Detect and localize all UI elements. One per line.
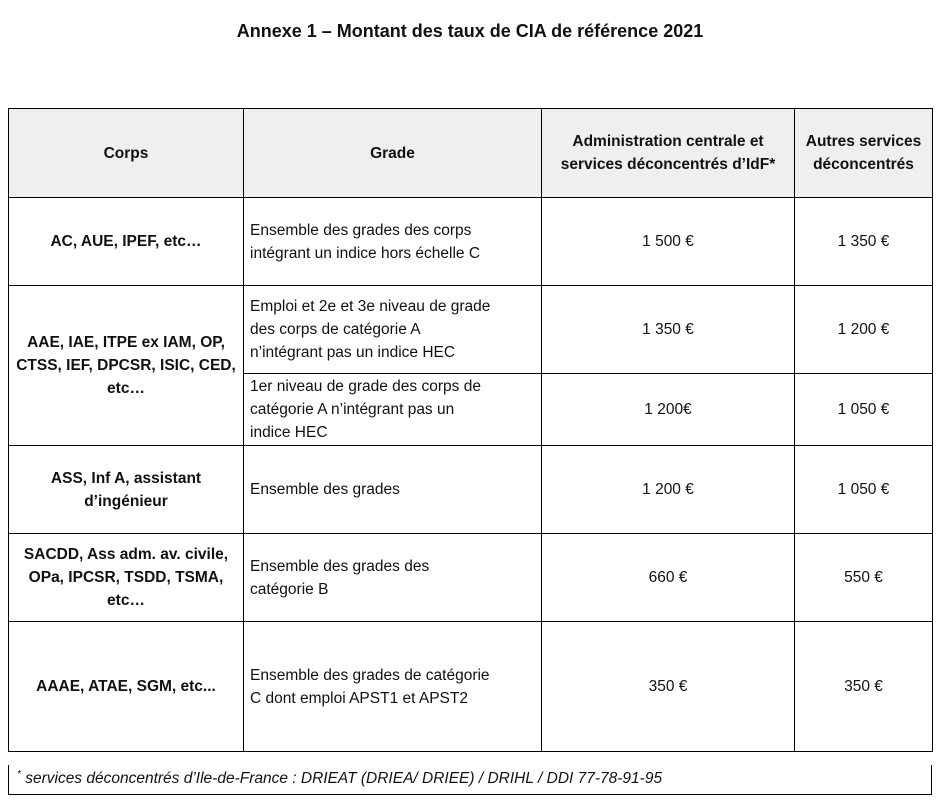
corps-cell — [9, 198, 244, 286]
grade-cell — [244, 374, 542, 446]
corps-line: AAE, IAE, ITPE ex IAM, OP, — [27, 334, 225, 351]
cia-rates-table — [8, 108, 933, 752]
autres-value: 1 050 € — [795, 374, 933, 446]
autres-value: 1 200 € — [795, 286, 933, 374]
admin-value: 660 € — [542, 534, 795, 622]
table-row — [9, 198, 933, 286]
grade-line: indice HEC — [250, 424, 328, 441]
footnote-mark: * — [17, 769, 21, 780]
corps-line: etc… — [107, 380, 145, 397]
header-corps: Corps — [9, 109, 244, 198]
admin-value: 1 200€ — [542, 374, 795, 446]
corps-line: AC, AUE, IPEF, etc… — [50, 233, 202, 250]
grade-line: Emploi et 2e et 3e niveau de grade — [250, 298, 491, 315]
corps-cell — [9, 286, 244, 446]
grade-cell — [244, 622, 542, 752]
grade-line: catégorie A n’intégrant pas un — [250, 401, 455, 418]
grade-line: Ensemble des grades de catégorie — [250, 666, 490, 684]
admin-value: 1 200 € — [542, 446, 795, 534]
corps-line: ASS, Inf A, assistant — [50, 469, 202, 487]
header-autres-services — [795, 109, 933, 198]
corps-line: SACDD, Ass adm. av. civile, — [23, 546, 229, 563]
admin-value: 1 500 € — [542, 198, 795, 286]
grade-line: C dont emploi APST1 et APST2 — [250, 689, 468, 707]
grade-line: n’intégrant pas un indice HEC — [250, 344, 456, 361]
autres-value: 1 350 € — [795, 198, 933, 286]
corps-cell — [9, 446, 244, 534]
grade-line: Ensemble des grades — [250, 481, 400, 498]
admin-value: 350 € — [542, 622, 795, 752]
table-row — [9, 534, 933, 622]
header-admin-centrale — [542, 109, 795, 198]
grade-line: Ensemble des grades des — [250, 557, 430, 575]
autres-value: 1 050 € — [795, 446, 933, 534]
grade-cell — [244, 446, 542, 534]
grade-line: catégorie B — [250, 580, 329, 598]
autres-value: 350 € — [795, 622, 933, 752]
corps-line: CTSS, IEF, DPCSR, ISIC, CED, — [16, 357, 236, 374]
grade-cell — [244, 286, 542, 374]
grade-line: Ensemble des grades des corps — [250, 221, 472, 239]
grade-line: des corps de catégorie A — [250, 321, 421, 338]
header-admin-line1: Administration centrale et — [572, 133, 764, 150]
header-admin-line2: services déconcentrés d’IdF* — [560, 156, 776, 173]
autres-value: 550 € — [795, 534, 933, 622]
corps-line: etc… — [107, 592, 145, 609]
corps-cell — [9, 622, 244, 752]
grade-line: intégrant un indice hors échelle C — [250, 244, 481, 262]
table-header-row — [9, 109, 933, 198]
grade-cell — [244, 198, 542, 286]
footnote-text: services déconcentrés d’Ile-de-France : DRIEAT (DRIEA/ DRIEE) / DRIHL / DDI 77-78-91-95 — [20, 770, 663, 788]
grade-cell — [244, 534, 542, 622]
footnote — [8, 765, 932, 795]
table-row — [9, 286, 933, 374]
corps-line: AAAE, ATAE, SGM, etc... — [36, 678, 216, 695]
table-row — [9, 622, 933, 752]
admin-value: 1 350 € — [542, 286, 795, 374]
corps-cell — [9, 534, 244, 622]
grade-line: 1er niveau de grade des corps de — [250, 378, 481, 395]
corps-line: d’ingénieur — [84, 492, 168, 510]
corps-line: OPa, IPCSR, TSDD, TSMA, — [28, 569, 224, 586]
header-autres-line1: Autres services — [805, 133, 922, 150]
header-grade: Grade — [244, 109, 542, 198]
table-row — [9, 446, 933, 534]
header-autres-line2: déconcentrés — [813, 156, 914, 173]
page-title: Annexe 1 – Montant des taux de CIA de référence 2021 — [236, 21, 704, 41]
